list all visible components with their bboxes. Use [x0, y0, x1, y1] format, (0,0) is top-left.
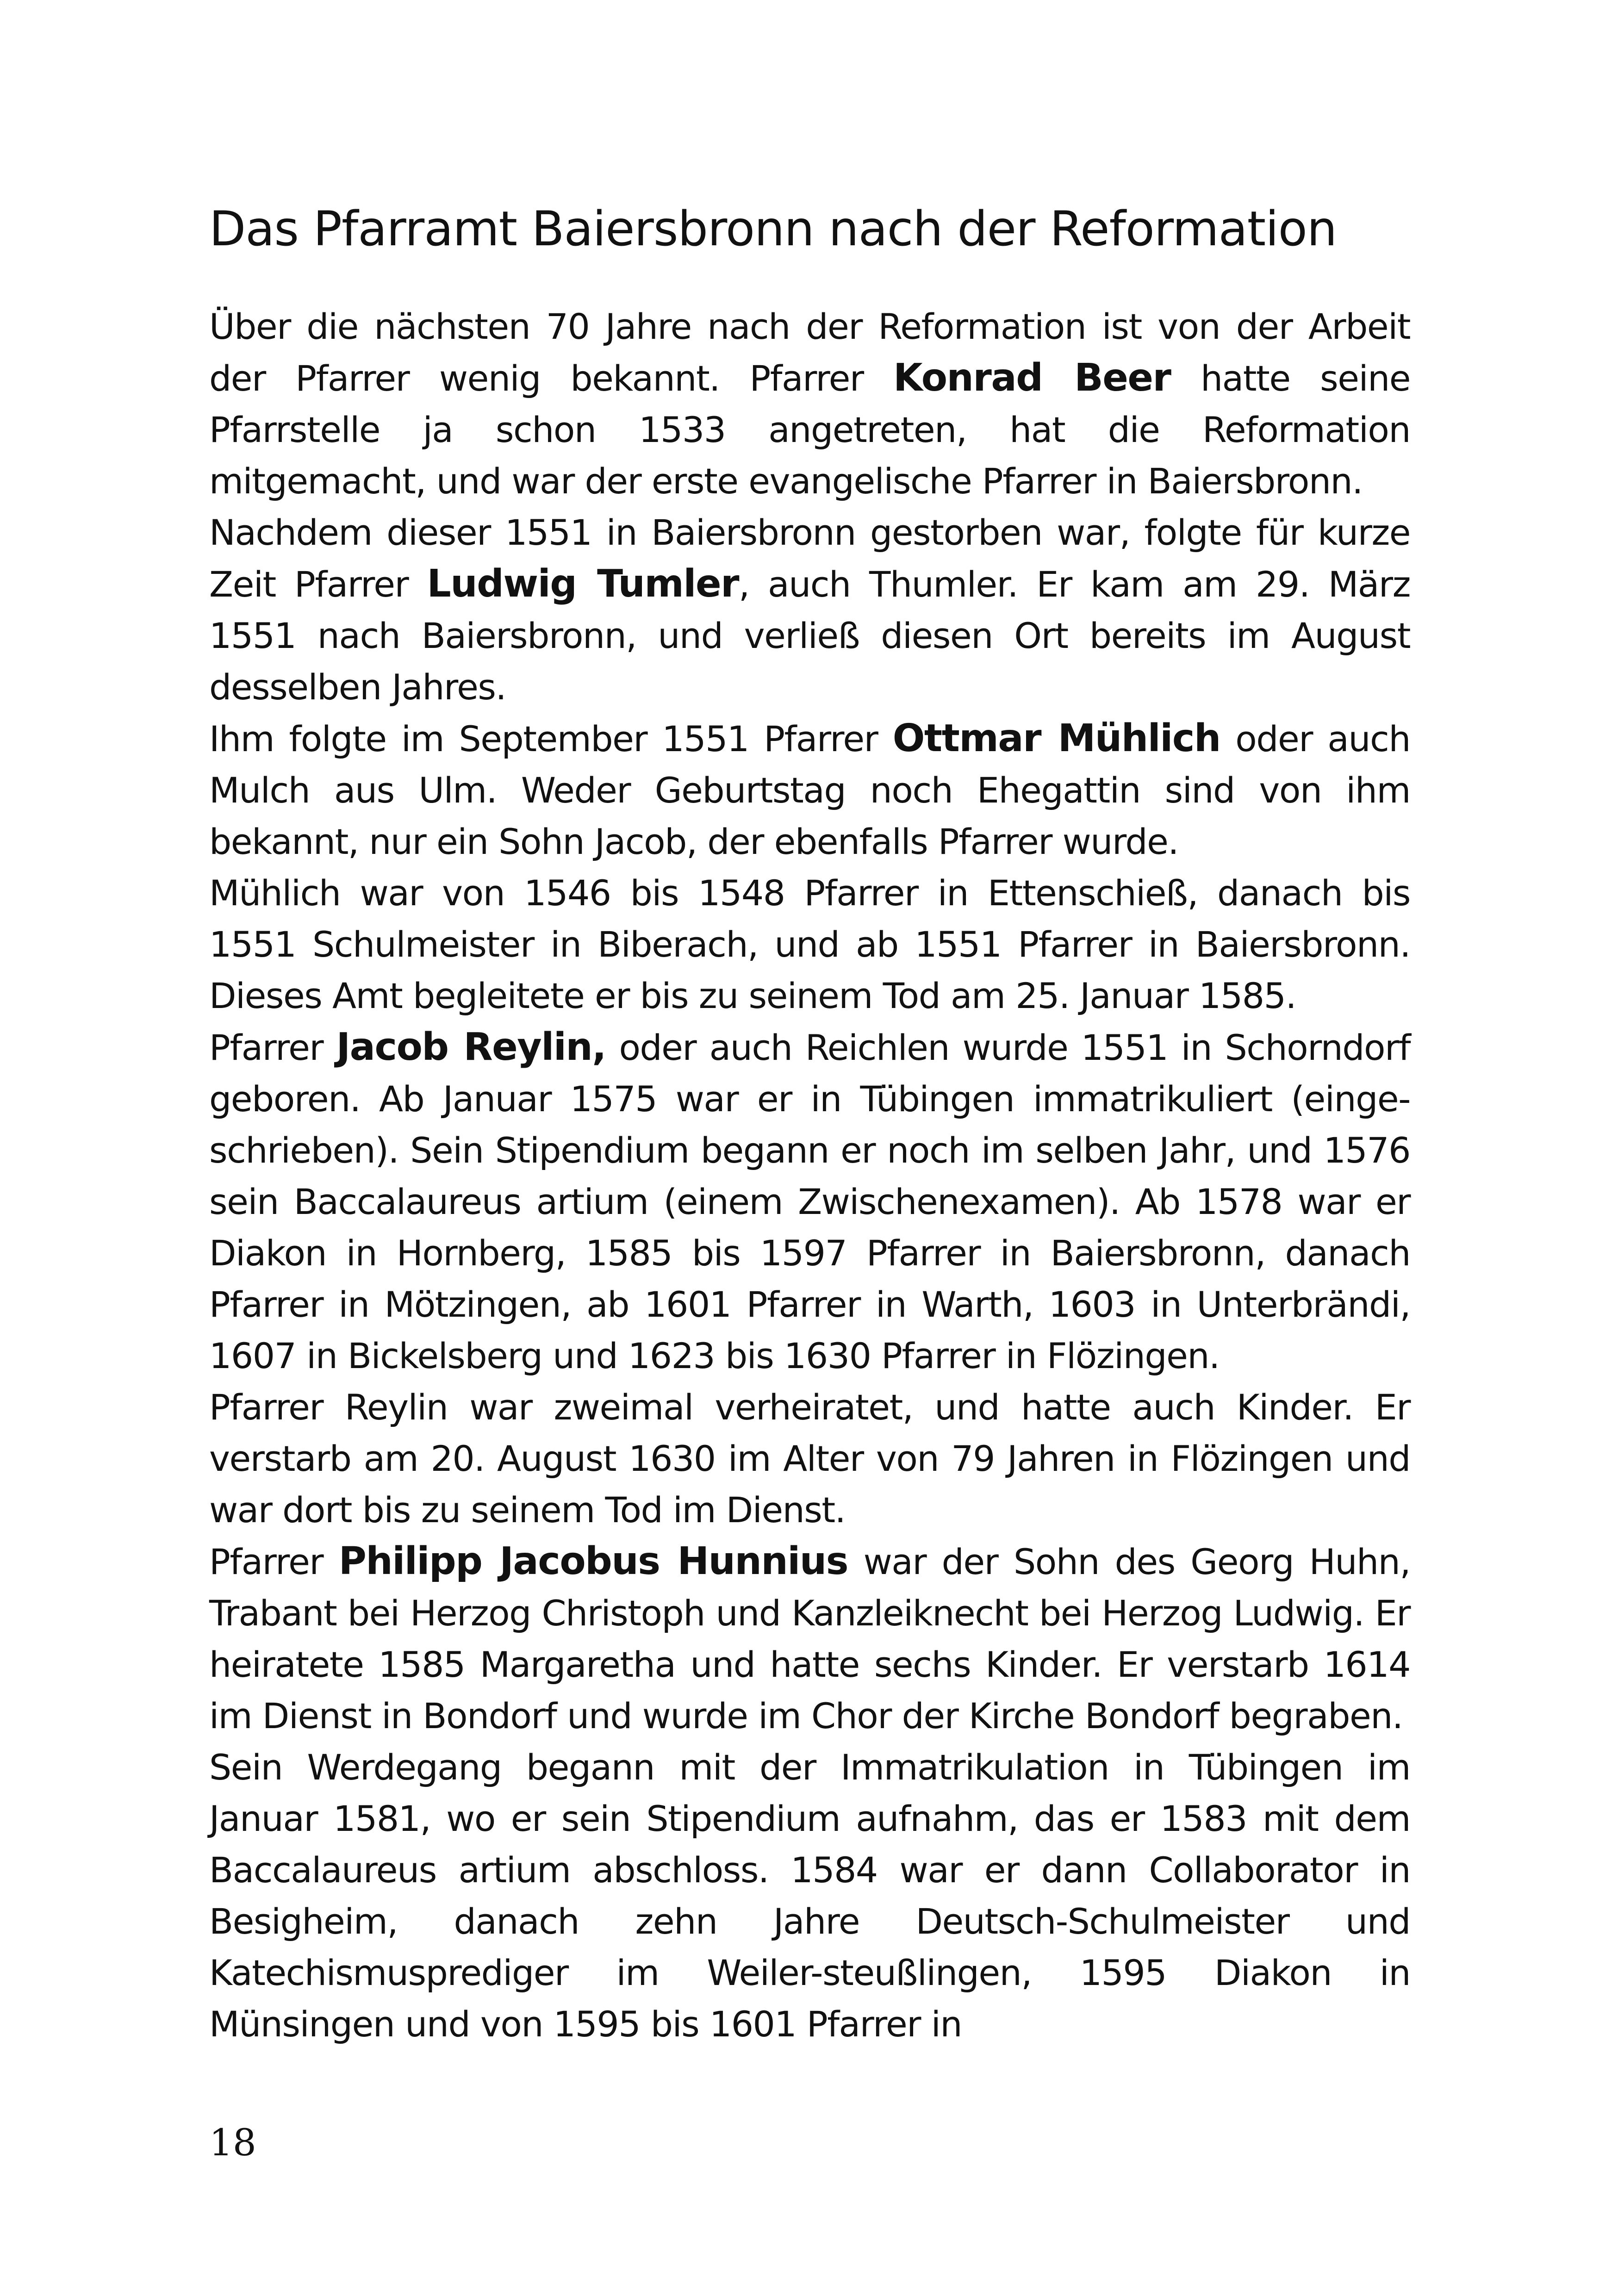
- paragraph-text: Pfarrer Reylin war zweimal verheiratet, und hatte auch Kinder. Er verstarb am 20. August 1630 im Alter von 79 Jahren in Flözingen und war dort bis zu seinem Tod im Dienst.: [209, 1387, 1410, 1531]
- paragraph: [209, 507, 1410, 713]
- person-name: Ottmar Mühlich: [892, 716, 1220, 760]
- paragraph: [209, 1742, 1410, 2050]
- paragraph-text: Sein Werdegang begann mit der Immatrikulation in Tübingen im Januar 1581, wo er sein Stipendium aufnahm, das er 1583 mit dem Baccalaureus artium abschloss. 1584 war er dann Collaborator in Besigheim, danach zehn Jahre Deutsch-Schulmeister und Katechismusprediger im Weiler-steußlingen, 1595 Diakon in Münsingen und von 1595 bis 1601 Pfarrer in: [209, 1747, 1410, 2045]
- paragraph-text: Pfarrer: [209, 1027, 336, 1068]
- person-name: Konrad Beer: [893, 356, 1171, 400]
- paragraph-text: Mühlich war von 1546 bis 1548 Pfarrer in Ettenschieß, danach bis 1551 Schulmeister in Biberach, und ab 1551 Pfarrer in Baiersbronn. Dieses Amt begleitete er bis zu seinem Tod am 25. Januar 1585.: [209, 872, 1410, 1016]
- person-name: Jacob Reylin,: [336, 1025, 606, 1069]
- paragraph-text: hatte seine Pfarrstelle ja schon 1533 angetreten, hat die Reformation mitgemacht, und war der erste evangelische Pfarrer in Baiersbronn.: [209, 358, 1410, 502]
- paragraph-text: oder auch Mulch aus Ulm. Weder Geburtstag noch Ehegattin sind von ihm bekannt, nur ein Sohn Jacob, der ebenfalls Pfarrer wurde.: [209, 718, 1410, 862]
- paragraph-text: , auch Thumler. Er kam am 29. März 1551 nach Baiersbronn, und verließ diesen Ort bereits im August desselben Jahres.: [209, 564, 1411, 708]
- paragraph: [209, 713, 1410, 867]
- paragraph-text: Ihm folgte im September 1551 Pfarrer: [209, 718, 893, 759]
- paragraph: [209, 1536, 1410, 1742]
- paragraph: [209, 1381, 1410, 1536]
- person-name: Ludwig Tumler: [427, 562, 739, 606]
- body-text: [209, 301, 1410, 2050]
- page-title: Das Pfarramt Baiersbronn nach der Reformation: [209, 201, 1337, 257]
- page-number: 18: [209, 2121, 256, 2164]
- paragraph-text: Pfarrer: [209, 1541, 339, 1582]
- paragraph: [209, 1021, 1410, 1381]
- paragraph-text: Über die nächsten 70 Jahre nach der Reformation ist von der Arbeit der Pfarrer wenig bekannt. Pfarrer: [209, 306, 1410, 399]
- paragraph-text: war der Sohn des Georg Huhn, Trabant bei Herzog Christoph und Kanzleiknecht bei Herzog Ludwig. Er heiratete 1585 Margaretha und hatte sechs Kinder. Er verstarb 1614 im Dienst in Bondorf und wurde im Chor der Kirche Bondorf begraben.: [209, 1541, 1410, 1736]
- person-name: Philipp Jacobus Hunnius: [338, 1539, 848, 1583]
- paragraph: [209, 301, 1410, 507]
- paragraph-text: oder auch Reichlen wurde 1551 in Schorndorf geboren. Ab Januar 1575 war er in Tübingen immatrikuliert (einge-schrieben). Sein Stipendium begann er noch im selben Jahr, und 1576 sein Baccalaureus artium (einem Zwischenexamen). Ab 1578 war er Diakon in Hornberg, 1585 bis 1597 Pfarrer in Baiersbronn, danach Pfarrer in Mötzingen, ab 1601 Pfarrer in Warth, 1603 in Unterbrändi, 1607 in Bickelsberg und 1623 bis 1630 Pfarrer in Flözingen.: [209, 1027, 1410, 1376]
- paragraph: [209, 867, 1410, 1021]
- paragraph-text: Nachdem dieser 1551 in Baiersbronn gestorben war, folgte für kurze Zeit Pfarrer: [209, 512, 1410, 605]
